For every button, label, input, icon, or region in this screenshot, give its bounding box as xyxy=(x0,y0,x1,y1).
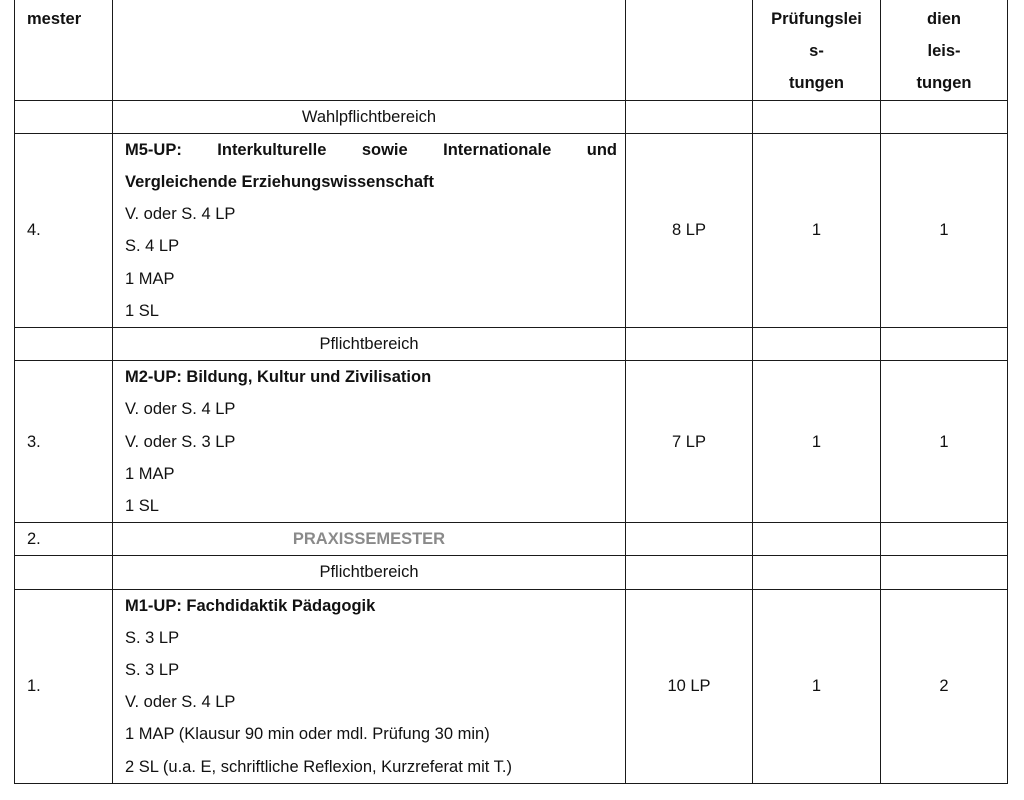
module-cell xyxy=(113,133,626,327)
area-row-lp-cell xyxy=(626,556,753,589)
module-title: M5-UP: Interkulturelle sowie Internationale und xyxy=(125,140,617,159)
table-header-row xyxy=(15,0,1008,100)
area-row xyxy=(15,100,1008,133)
studienleistungen-cell: 2 xyxy=(881,589,1008,783)
area-label: Wahlpflichtbereich xyxy=(301,107,437,126)
header-semester xyxy=(15,0,113,100)
area-label: Pflichtbereich xyxy=(319,563,419,582)
praxissemester-label: PRAXISSEMESTER xyxy=(292,530,446,549)
area-row-sl-cell xyxy=(881,328,1008,361)
module-row xyxy=(15,133,1008,327)
module-item: 1 MAP (Klausur 90 min oder mdl. Prüfung 30 min) xyxy=(125,725,490,744)
area-row-semester-cell xyxy=(15,100,113,133)
area-row-lp-cell xyxy=(626,100,753,133)
module-item: V. oder S. 4 LP xyxy=(125,205,236,224)
area-label: Pflichtbereich xyxy=(319,335,419,354)
header-pruefungsleistungen-line: s- xyxy=(809,42,824,61)
area-row-label-cell xyxy=(113,328,626,361)
module-row xyxy=(15,361,1008,523)
area-row-semester-cell xyxy=(15,328,113,361)
header-studienleistungen-line: tungen xyxy=(916,74,972,93)
pruefungsleistungen-cell: 1 xyxy=(753,589,881,783)
module-item: V. oder S. 4 LP xyxy=(125,693,236,712)
semester-cell: 4. xyxy=(15,133,113,327)
studienleistungen-cell: 1 xyxy=(881,361,1008,523)
module-item: 1 MAP xyxy=(125,269,175,288)
semester-cell: 3. xyxy=(15,361,113,523)
praxis-row-lp-cell xyxy=(626,523,753,556)
area-row-pl-cell xyxy=(753,100,881,133)
area-row-label-cell xyxy=(113,100,626,133)
area-row-sl-cell xyxy=(881,100,1008,133)
pruefungsleistungen-cell: 1 xyxy=(753,133,881,327)
module-title: M2-UP: Bildung, Kultur und Zivilisation xyxy=(125,368,432,387)
area-row xyxy=(15,328,1008,361)
module-table xyxy=(14,0,1008,784)
praxis-row xyxy=(15,523,1008,556)
pruefungsleistungen-cell: 1 xyxy=(753,361,881,523)
header-pruefungsleistungen-line: Prüfungslei xyxy=(771,10,862,28)
module-item: 1 MAP xyxy=(125,464,175,483)
module-item: 1 SL xyxy=(125,301,159,320)
lp-cell: 10 LP xyxy=(626,589,753,783)
module-item: 2 SL (u.a. E, schriftliche Reflexion, Kurzreferat mit T.) xyxy=(125,757,512,776)
area-row-sl-cell xyxy=(881,556,1008,589)
module-item: S. 3 LP xyxy=(125,628,180,647)
header-semester-label: mester xyxy=(27,10,82,28)
module-title-continued: Vergleichende Erziehungswissenschaft xyxy=(125,173,435,192)
header-module xyxy=(113,0,626,100)
module-item: 1 SL xyxy=(125,497,159,516)
semester-cell: 2. xyxy=(15,523,113,556)
module-cell xyxy=(113,361,626,523)
area-row xyxy=(15,556,1008,589)
module-title: M1-UP: Fachdidaktik Pädagogik xyxy=(125,596,376,615)
module-item: S. 4 LP xyxy=(125,237,180,256)
praxis-cell xyxy=(113,523,626,556)
praxis-row-sl-cell xyxy=(881,523,1008,556)
area-row-pl-cell xyxy=(753,556,881,589)
module-item: S. 3 LP xyxy=(125,661,180,680)
header-studienleistungen xyxy=(881,0,1008,100)
module-item: V. oder S. 3 LP xyxy=(125,432,236,451)
area-row-semester-cell xyxy=(15,556,113,589)
lp-cell: 8 LP xyxy=(626,133,753,327)
header-lp xyxy=(626,0,753,100)
area-row-pl-cell xyxy=(753,328,881,361)
header-pruefungsleistungen xyxy=(753,0,881,100)
semester-cell: 1. xyxy=(15,589,113,783)
header-pruefungsleistungen-line: tungen xyxy=(789,74,844,93)
module-item: V. oder S. 4 LP xyxy=(125,400,236,419)
lp-cell: 7 LP xyxy=(626,361,753,523)
header-studienleistungen-line: leis- xyxy=(927,42,961,61)
studienleistungen-cell: 1 xyxy=(881,133,1008,327)
module-cell xyxy=(113,589,626,783)
area-row-lp-cell xyxy=(626,328,753,361)
module-row xyxy=(15,589,1008,783)
area-row-label-cell xyxy=(113,556,626,589)
praxis-row-pl-cell xyxy=(753,523,881,556)
header-studienleistungen-line: dien xyxy=(927,10,961,28)
